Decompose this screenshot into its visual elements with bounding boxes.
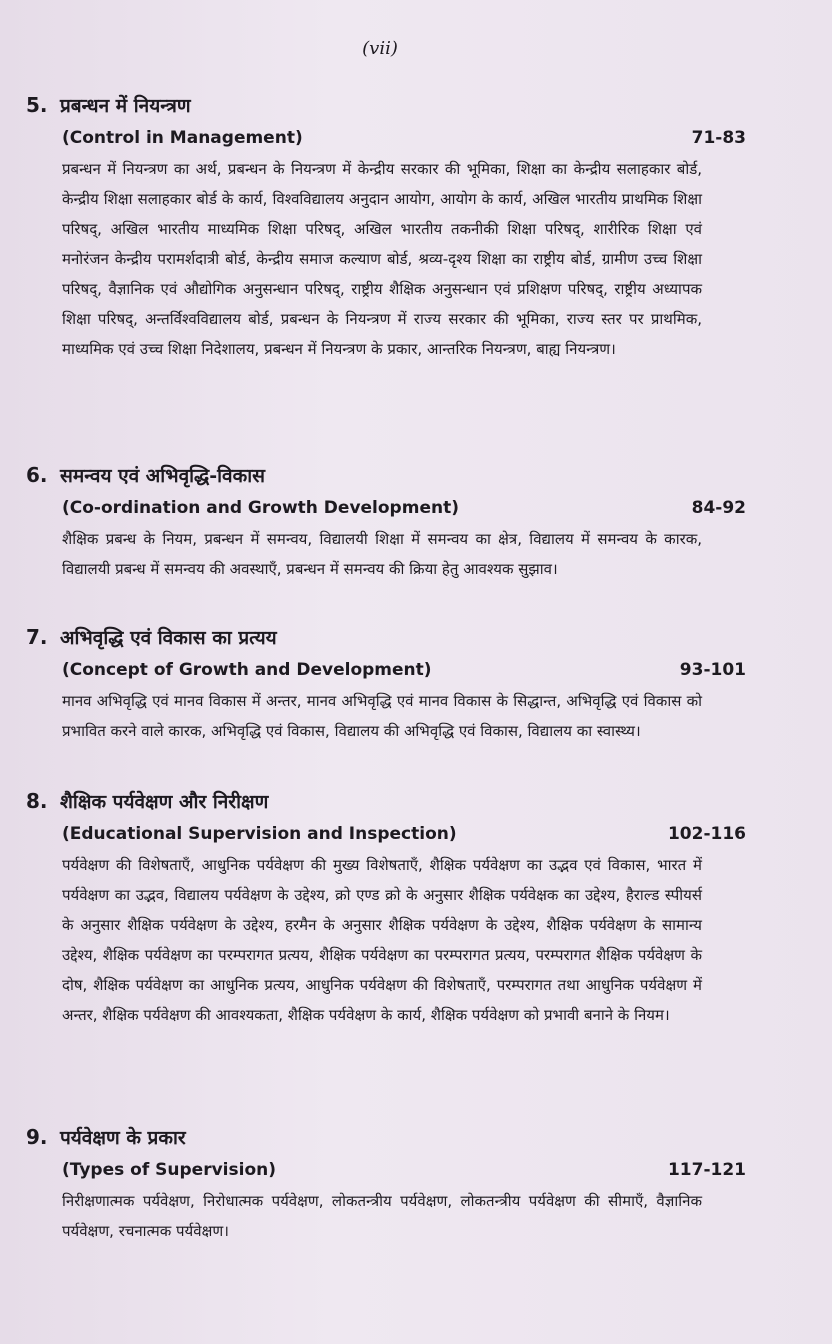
chapter-number: 6.	[26, 463, 48, 487]
chapter-number: 9.	[26, 1125, 48, 1149]
chapter-page-range: 102-116	[667, 824, 746, 844]
chapter-description: शैक्षिक प्रबन्ध के नियम, प्रबन्धन में समन्वय, विद्यालयी शिक्षा में समन्वय का क्षेत्र, विद्यालय में समन्वय के कारक, विद्यालयी प्रबन्ध में समन्वय की अवस्थाएँ, प्रबन्धन में समन्वय की क्रिया हेतु आवश्यक सुझाव।	[62, 530, 702, 578]
chapter-english-title: (Educational Supervision and Inspection)	[62, 824, 457, 844]
chapter-heading	[26, 92, 746, 118]
chapter-number: 7.	[26, 625, 48, 649]
chapter-number: 5.	[26, 93, 48, 117]
chapter-hindi-title: शैक्षिक पर्यवेक्षण और निरीक्षण	[60, 791, 269, 813]
chapter-english-row	[62, 498, 746, 518]
chapter-english-row	[62, 660, 746, 680]
chapter-heading	[26, 1124, 746, 1150]
chapter-heading	[26, 624, 746, 650]
page-number: (vii)	[362, 38, 398, 59]
chapter-hindi-title: प्रबन्धन में नियन्त्रण	[60, 95, 191, 117]
chapter-page-range: 117-121	[667, 1160, 746, 1180]
chapter-english-title: (Concept of Growth and Development)	[62, 660, 432, 680]
chapter-hindi-title: पर्यवेक्षण के प्रकार	[60, 1127, 186, 1149]
chapter-page-range: 84-92	[691, 498, 746, 518]
chapter-english-title: (Types of Supervision)	[62, 1160, 276, 1180]
chapter-heading	[26, 788, 746, 814]
chapter-hindi-title: अभिवृद्धि एवं विकास का प्रत्यय	[60, 627, 277, 649]
chapter-5	[26, 92, 746, 364]
chapter-description: पर्यवेक्षण की विशेषताएँ, आधुनिक पर्यवेक्षण की मुख्य विशेषताएँ, शैक्षिक पर्यवेक्षण का उद्भव एवं विकास, भारत में पर्यवेक्षण का उद्भव, विद्यालय पर्यवेक्षण के उद्देश्य, क्रो एण्ड क्रो के अनुसार शैक्षिक पर्यवेक्षक का उद्देश्य, हैराल्ड स्पीयर्स के अनुसार शैक्षिक पर्यवेक्षण के उद्देश्य, हरमैन के अनुसार शैक्षिक पर्यवेक्षण के उद्देश्य, शैक्षिक पर्यवेक्षण के सामान्य उद्देश्य, शैक्षिक पर्यवेक्षण का परम्परागत प्रत्यय, शैक्षिक पर्यवेक्षण का परम्परागत प्रत्यय, परम्परागत शैक्षिक पर्यवेक्षण के दोष, शैक्षिक पर्यवेक्षण का आधुनिक प्रत्यय, आधुनिक पर्यवेक्षण की विशेषताएँ, परम्परागत तथा आधुनिक पर्यवेक्षण में अन्तर, शैक्षिक पर्यवेक्षण की आवश्यकता, शैक्षिक पर्यवेक्षण के कार्य, शैक्षिक पर्यवेक्षण को प्रभावी बनाने के नियम।	[62, 856, 702, 1024]
chapter-english-row	[62, 824, 746, 844]
chapter-page-range: 93-101	[679, 660, 746, 680]
chapter-6	[26, 462, 746, 584]
chapter-heading	[26, 462, 746, 488]
chapter-number: 8.	[26, 789, 48, 813]
chapter-english-row	[62, 128, 746, 148]
chapter-description: मानव अभिवृद्धि एवं मानव विकास में अन्तर, मानव अभिवृद्धि एवं मानव विकास के सिद्धान्त, अभिवृद्धि एवं विकास को प्रभावित करने वाले कारक, अभिवृद्धि एवं विकास, विद्यालय की अभिवृद्धि एवं विकास, विद्यालय का स्वास्थ्य।	[62, 692, 702, 740]
chapter-7	[26, 624, 746, 746]
chapter-hindi-title: समन्वय एवं अभिवृद्धि-विकास	[60, 465, 265, 487]
chapter-english-title: (Co-ordination and Growth Development)	[62, 498, 459, 518]
chapter-english-title: (Control in Management)	[62, 128, 303, 148]
chapter-english-row	[62, 1160, 746, 1180]
chapter-description: निरीक्षणात्मक पर्यवेक्षण, निरोधात्मक पर्यवेक्षण, लोकतन्त्रीय पर्यवेक्षण, लोकतन्त्रीय पर्यवेक्षण की सीमाएँ, वैज्ञानिक पर्यवेक्षण, रचनात्मक पर्यवेक्षण।	[62, 1192, 702, 1240]
chapter-page-range: 71-83	[691, 128, 746, 148]
chapter-9	[26, 1124, 746, 1246]
chapter-8	[26, 788, 746, 1030]
chapter-description: प्रबन्धन में नियन्त्रण का अर्थ, प्रबन्धन के नियन्त्रण में केन्द्रीय सरकार की भूमिका, शिक्षा का केन्द्रीय सलाहकार बोर्ड, केन्द्रीय शिक्षा सलाहकार बोर्ड के कार्य, विश्वविद्यालय अनुदान आयोग, आयोग के कार्य, अखिल भारतीय प्राथमिक शिक्षा परिषद्, अखिल भारतीय माध्यमिक शिक्षा परिषद्, अखिल भारतीय तकनीकी शिक्षा परिषद्, शारीरिक शिक्षा एवं मनोरंजन केन्द्रीय परामर्शदात्री बोर्ड, केन्द्रीय समाज कल्याण बोर्ड, श्रव्य-दृश्य शिक्षा का राष्ट्रीय बोर्ड, ग्रामीण उच्च शिक्षा परिषद्, वैज्ञानिक एवं औद्योगिक अनुसन्धान परिषद्, राष्ट्रीय शैक्षिक अनुसन्धान एवं प्रशिक्षण परिषद्, राष्ट्रीय अध्यापक शिक्षा परिषद्, अन्तर्विश्वविद्यालय बोर्ड, प्रबन्धन के नियन्त्रण में राज्य सरकार की भूमिका, राज्य स्तर पर प्राथमिक, माध्यमिक एवं उच्च शिक्षा निदेशालय, प्रबन्धन में नियन्त्रण के प्रकार, आन्तरिक नियन्त्रण, बाह्य नियन्त्रण।	[62, 160, 702, 358]
